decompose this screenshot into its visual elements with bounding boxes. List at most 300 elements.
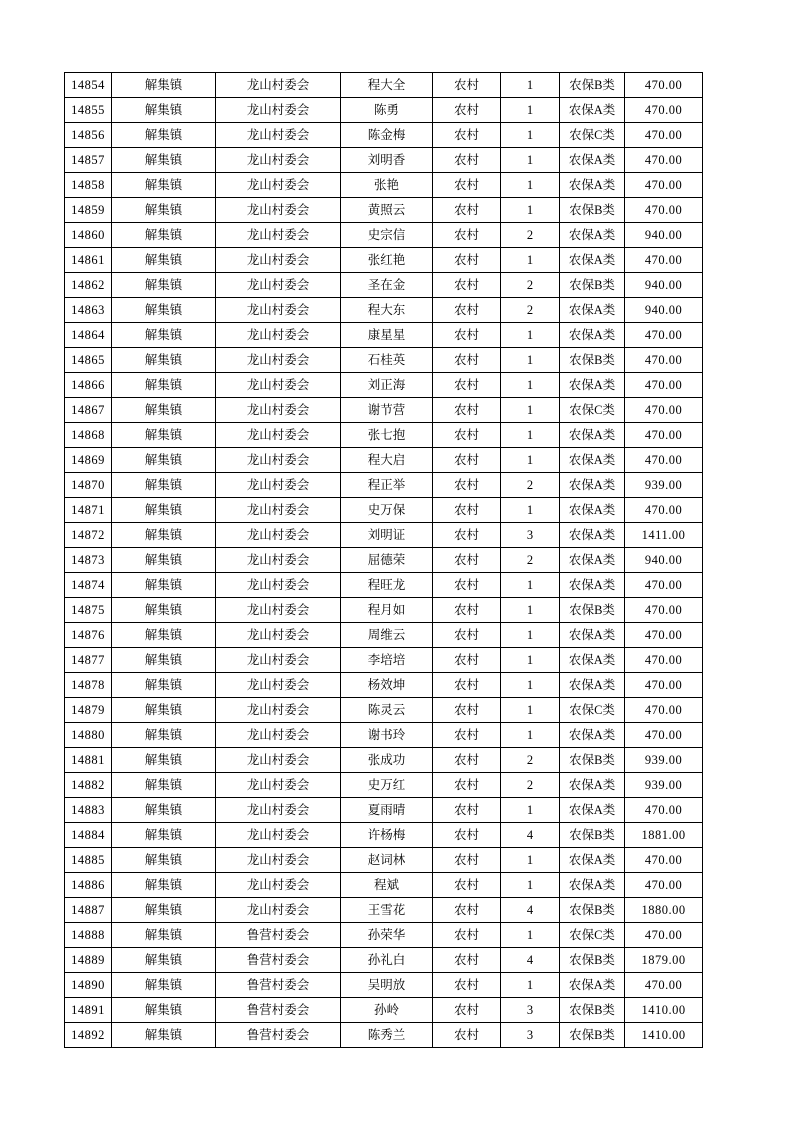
insurance-category-cell: 农保A类 xyxy=(560,498,625,523)
insurance-category-cell: 农保A类 xyxy=(560,298,625,323)
person-count-cell: 1 xyxy=(501,198,560,223)
person-count-cell: 1 xyxy=(501,698,560,723)
table-row xyxy=(65,548,703,573)
insurance-category-cell: 农保A类 xyxy=(560,623,625,648)
record-id-cell: 14889 xyxy=(65,948,112,973)
insurance-category-cell: 农保A类 xyxy=(560,873,625,898)
amount-cell: 1410.00 xyxy=(625,998,703,1023)
person-count-cell: 1 xyxy=(501,248,560,273)
amount-cell: 939.00 xyxy=(625,473,703,498)
amount-cell: 470.00 xyxy=(625,323,703,348)
residence-type-cell: 农村 xyxy=(433,923,501,948)
residence-type-cell: 农村 xyxy=(433,523,501,548)
person-count-cell: 1 xyxy=(501,673,560,698)
record-id-cell: 14857 xyxy=(65,148,112,173)
residence-type-cell: 农村 xyxy=(433,448,501,473)
record-id-cell: 14860 xyxy=(65,223,112,248)
person-count-cell: 1 xyxy=(501,498,560,523)
residence-type-cell: 农村 xyxy=(433,473,501,498)
village-committee-cell: 龙山村委会 xyxy=(216,398,341,423)
record-id-cell: 14870 xyxy=(65,473,112,498)
table-row xyxy=(65,373,703,398)
person-count-cell: 1 xyxy=(501,873,560,898)
residence-type-cell: 农村 xyxy=(433,848,501,873)
village-committee-cell: 龙山村委会 xyxy=(216,173,341,198)
insurance-category-cell: 农保B类 xyxy=(560,348,625,373)
person-count-cell: 2 xyxy=(501,223,560,248)
insurance-category-cell: 农保A类 xyxy=(560,223,625,248)
insurance-category-cell: 农保C类 xyxy=(560,923,625,948)
insurance-category-cell: 农保C类 xyxy=(560,398,625,423)
amount-cell: 470.00 xyxy=(625,148,703,173)
record-id-cell: 14874 xyxy=(65,573,112,598)
town-cell: 解集镇 xyxy=(112,523,216,548)
insurance-category-cell: 农保A类 xyxy=(560,673,625,698)
person-name-cell: 陈秀兰 xyxy=(341,1023,433,1048)
person-name-cell: 张艳 xyxy=(341,173,433,198)
insurance-category-cell: 农保A类 xyxy=(560,148,625,173)
residence-type-cell: 农村 xyxy=(433,1023,501,1048)
table-row xyxy=(65,723,703,748)
village-committee-cell: 龙山村委会 xyxy=(216,448,341,473)
person-count-cell: 2 xyxy=(501,298,560,323)
amount-cell: 470.00 xyxy=(625,673,703,698)
village-committee-cell: 龙山村委会 xyxy=(216,798,341,823)
residence-type-cell: 农村 xyxy=(433,148,501,173)
town-cell: 解集镇 xyxy=(112,698,216,723)
residence-type-cell: 农村 xyxy=(433,498,501,523)
residence-type-cell: 农村 xyxy=(433,998,501,1023)
record-id-cell: 14856 xyxy=(65,123,112,148)
insurance-category-cell: 农保A类 xyxy=(560,973,625,998)
insurance-category-cell: 农保A类 xyxy=(560,323,625,348)
person-count-cell: 1 xyxy=(501,73,560,98)
amount-cell: 470.00 xyxy=(625,173,703,198)
insurance-category-cell: 农保A类 xyxy=(560,448,625,473)
village-committee-cell: 龙山村委会 xyxy=(216,748,341,773)
person-count-cell: 1 xyxy=(501,798,560,823)
village-committee-cell: 龙山村委会 xyxy=(216,673,341,698)
person-count-cell: 1 xyxy=(501,423,560,448)
person-count-cell: 1 xyxy=(501,573,560,598)
person-count-cell: 4 xyxy=(501,948,560,973)
residence-type-cell: 农村 xyxy=(433,373,501,398)
town-cell: 解集镇 xyxy=(112,723,216,748)
amount-cell: 470.00 xyxy=(625,973,703,998)
residence-type-cell: 农村 xyxy=(433,248,501,273)
table-row xyxy=(65,873,703,898)
village-committee-cell: 龙山村委会 xyxy=(216,623,341,648)
town-cell: 解集镇 xyxy=(112,923,216,948)
amount-cell: 470.00 xyxy=(625,848,703,873)
record-id-cell: 14859 xyxy=(65,198,112,223)
village-committee-cell: 龙山村委会 xyxy=(216,773,341,798)
insurance-category-cell: 农保B类 xyxy=(560,998,625,1023)
person-name-cell: 圣在金 xyxy=(341,273,433,298)
table-row xyxy=(65,823,703,848)
record-id-cell: 14886 xyxy=(65,873,112,898)
village-committee-cell: 龙山村委会 xyxy=(216,823,341,848)
insurance-category-cell: 农保A类 xyxy=(560,248,625,273)
person-count-cell: 1 xyxy=(501,173,560,198)
table-row xyxy=(65,448,703,473)
table-row xyxy=(65,773,703,798)
table-row xyxy=(65,323,703,348)
person-name-cell: 许杨梅 xyxy=(341,823,433,848)
insurance-category-cell: 农保B类 xyxy=(560,198,625,223)
person-name-cell: 孙荣华 xyxy=(341,923,433,948)
insurance-category-cell: 农保B类 xyxy=(560,823,625,848)
record-id-cell: 14891 xyxy=(65,998,112,1023)
village-committee-cell: 龙山村委会 xyxy=(216,573,341,598)
amount-cell: 939.00 xyxy=(625,773,703,798)
residence-type-cell: 农村 xyxy=(433,623,501,648)
person-name-cell: 王雪花 xyxy=(341,898,433,923)
person-name-cell: 孙岭 xyxy=(341,998,433,1023)
person-name-cell: 陈灵云 xyxy=(341,698,433,723)
person-count-cell: 2 xyxy=(501,773,560,798)
amount-cell: 470.00 xyxy=(625,598,703,623)
village-committee-cell: 龙山村委会 xyxy=(216,373,341,398)
person-count-cell: 3 xyxy=(501,1023,560,1048)
town-cell: 解集镇 xyxy=(112,73,216,98)
residence-type-cell: 农村 xyxy=(433,948,501,973)
village-committee-cell: 龙山村委会 xyxy=(216,548,341,573)
table-row xyxy=(65,598,703,623)
person-count-cell: 1 xyxy=(501,648,560,673)
insurance-category-cell: 农保A类 xyxy=(560,548,625,573)
table-row xyxy=(65,73,703,98)
amount-cell: 470.00 xyxy=(625,648,703,673)
residence-type-cell: 农村 xyxy=(433,98,501,123)
person-name-cell: 赵词林 xyxy=(341,848,433,873)
person-count-cell: 1 xyxy=(501,348,560,373)
amount-cell: 1879.00 xyxy=(625,948,703,973)
town-cell: 解集镇 xyxy=(112,98,216,123)
insurance-category-cell: 农保A类 xyxy=(560,373,625,398)
table-row xyxy=(65,348,703,373)
residence-type-cell: 农村 xyxy=(433,123,501,148)
person-name-cell: 程斌 xyxy=(341,873,433,898)
person-name-cell: 谢书玲 xyxy=(341,723,433,748)
record-id-cell: 14873 xyxy=(65,548,112,573)
amount-cell: 939.00 xyxy=(625,748,703,773)
town-cell: 解集镇 xyxy=(112,273,216,298)
person-count-cell: 1 xyxy=(501,148,560,173)
amount-cell: 470.00 xyxy=(625,423,703,448)
residence-type-cell: 农村 xyxy=(433,398,501,423)
record-id-cell: 14882 xyxy=(65,773,112,798)
village-committee-cell: 龙山村委会 xyxy=(216,198,341,223)
village-committee-cell: 龙山村委会 xyxy=(216,73,341,98)
residence-type-cell: 农村 xyxy=(433,823,501,848)
amount-cell: 470.00 xyxy=(625,348,703,373)
town-cell: 解集镇 xyxy=(112,648,216,673)
person-name-cell: 刘明香 xyxy=(341,148,433,173)
person-name-cell: 程月如 xyxy=(341,598,433,623)
residence-type-cell: 农村 xyxy=(433,548,501,573)
record-id-cell: 14865 xyxy=(65,348,112,373)
village-committee-cell: 龙山村委会 xyxy=(216,298,341,323)
residence-type-cell: 农村 xyxy=(433,748,501,773)
town-cell: 解集镇 xyxy=(112,148,216,173)
record-id-cell: 14880 xyxy=(65,723,112,748)
town-cell: 解集镇 xyxy=(112,298,216,323)
person-count-cell: 1 xyxy=(501,323,560,348)
town-cell: 解集镇 xyxy=(112,173,216,198)
person-count-cell: 1 xyxy=(501,398,560,423)
amount-cell: 470.00 xyxy=(625,123,703,148)
table-row xyxy=(65,473,703,498)
town-cell: 解集镇 xyxy=(112,998,216,1023)
town-cell: 解集镇 xyxy=(112,398,216,423)
person-name-cell: 夏雨晴 xyxy=(341,798,433,823)
person-name-cell: 史万红 xyxy=(341,773,433,798)
person-count-cell: 1 xyxy=(501,848,560,873)
table-row xyxy=(65,148,703,173)
person-name-cell: 屈德荣 xyxy=(341,548,433,573)
village-committee-cell: 龙山村委会 xyxy=(216,698,341,723)
town-cell: 解集镇 xyxy=(112,123,216,148)
amount-cell: 470.00 xyxy=(625,398,703,423)
village-committee-cell: 鲁营村委会 xyxy=(216,973,341,998)
amount-cell: 1411.00 xyxy=(625,523,703,548)
insurance-category-cell: 农保A类 xyxy=(560,648,625,673)
person-count-cell: 4 xyxy=(501,898,560,923)
village-committee-cell: 龙山村委会 xyxy=(216,473,341,498)
village-committee-cell: 龙山村委会 xyxy=(216,848,341,873)
person-name-cell: 张七抱 xyxy=(341,423,433,448)
residence-type-cell: 农村 xyxy=(433,573,501,598)
record-id-cell: 14884 xyxy=(65,823,112,848)
amount-cell: 470.00 xyxy=(625,373,703,398)
person-name-cell: 孙礼白 xyxy=(341,948,433,973)
person-name-cell: 程正举 xyxy=(341,473,433,498)
town-cell: 解集镇 xyxy=(112,573,216,598)
table-row xyxy=(65,973,703,998)
residence-type-cell: 农村 xyxy=(433,673,501,698)
village-committee-cell: 龙山村委会 xyxy=(216,723,341,748)
person-name-cell: 周维云 xyxy=(341,623,433,648)
insurance-category-cell: 农保C类 xyxy=(560,123,625,148)
amount-cell: 470.00 xyxy=(625,498,703,523)
person-count-cell: 1 xyxy=(501,923,560,948)
town-cell: 解集镇 xyxy=(112,348,216,373)
person-name-cell: 程大东 xyxy=(341,298,433,323)
record-id-cell: 14864 xyxy=(65,323,112,348)
village-committee-cell: 鲁营村委会 xyxy=(216,1023,341,1048)
amount-cell: 470.00 xyxy=(625,448,703,473)
insurance-category-cell: 农保A类 xyxy=(560,798,625,823)
record-id-cell: 14885 xyxy=(65,848,112,873)
town-cell: 解集镇 xyxy=(112,873,216,898)
amount-cell: 470.00 xyxy=(625,98,703,123)
table-row xyxy=(65,298,703,323)
amount-cell: 470.00 xyxy=(625,73,703,98)
record-id-cell: 14888 xyxy=(65,923,112,948)
person-name-cell: 杨效坤 xyxy=(341,673,433,698)
village-committee-cell: 龙山村委会 xyxy=(216,98,341,123)
person-count-cell: 2 xyxy=(501,748,560,773)
record-id-cell: 14879 xyxy=(65,698,112,723)
village-committee-cell: 龙山村委会 xyxy=(216,223,341,248)
person-count-cell: 2 xyxy=(501,273,560,298)
residence-type-cell: 农村 xyxy=(433,898,501,923)
amount-cell: 940.00 xyxy=(625,298,703,323)
person-name-cell: 程大启 xyxy=(341,448,433,473)
town-cell: 解集镇 xyxy=(112,473,216,498)
record-id-cell: 14875 xyxy=(65,598,112,623)
table-body xyxy=(65,73,703,1048)
residence-type-cell: 农村 xyxy=(433,323,501,348)
insurance-category-cell: 农保B类 xyxy=(560,898,625,923)
person-name-cell: 张红艳 xyxy=(341,248,433,273)
insurance-category-cell: 农保A类 xyxy=(560,473,625,498)
table-row xyxy=(65,423,703,448)
record-id-cell: 14868 xyxy=(65,423,112,448)
table-row xyxy=(65,523,703,548)
record-id-cell: 14890 xyxy=(65,973,112,998)
table-row xyxy=(65,573,703,598)
town-cell: 解集镇 xyxy=(112,323,216,348)
insurance-category-cell: 农保B类 xyxy=(560,1023,625,1048)
residence-type-cell: 农村 xyxy=(433,598,501,623)
village-committee-cell: 龙山村委会 xyxy=(216,598,341,623)
table-row xyxy=(65,223,703,248)
insurance-category-cell: 农保B类 xyxy=(560,748,625,773)
village-committee-cell: 鲁营村委会 xyxy=(216,998,341,1023)
record-id-cell: 14858 xyxy=(65,173,112,198)
person-count-cell: 1 xyxy=(501,598,560,623)
village-committee-cell: 龙山村委会 xyxy=(216,498,341,523)
table-row xyxy=(65,898,703,923)
residence-type-cell: 农村 xyxy=(433,348,501,373)
record-id-cell: 14887 xyxy=(65,898,112,923)
table-row xyxy=(65,673,703,698)
table-row xyxy=(65,173,703,198)
insurance-category-cell: 农保A类 xyxy=(560,723,625,748)
table-row xyxy=(65,123,703,148)
record-id-cell: 14861 xyxy=(65,248,112,273)
village-committee-cell: 龙山村委会 xyxy=(216,123,341,148)
town-cell: 解集镇 xyxy=(112,498,216,523)
town-cell: 解集镇 xyxy=(112,748,216,773)
person-name-cell: 陈勇 xyxy=(341,98,433,123)
village-committee-cell: 龙山村委会 xyxy=(216,873,341,898)
village-committee-cell: 鲁营村委会 xyxy=(216,948,341,973)
person-name-cell: 黄照云 xyxy=(341,198,433,223)
amount-cell: 470.00 xyxy=(625,198,703,223)
amount-cell: 470.00 xyxy=(625,723,703,748)
residence-type-cell: 农村 xyxy=(433,973,501,998)
village-committee-cell: 龙山村委会 xyxy=(216,273,341,298)
person-name-cell: 程旺龙 xyxy=(341,573,433,598)
town-cell: 解集镇 xyxy=(112,598,216,623)
amount-cell: 470.00 xyxy=(625,873,703,898)
person-name-cell: 刘正海 xyxy=(341,373,433,398)
person-count-cell: 1 xyxy=(501,448,560,473)
person-count-cell: 1 xyxy=(501,373,560,398)
residence-type-cell: 农村 xyxy=(433,223,501,248)
insurance-category-cell: 农保B类 xyxy=(560,598,625,623)
person-count-cell: 1 xyxy=(501,723,560,748)
village-committee-cell: 龙山村委会 xyxy=(216,523,341,548)
town-cell: 解集镇 xyxy=(112,198,216,223)
town-cell: 解集镇 xyxy=(112,948,216,973)
record-id-cell: 14867 xyxy=(65,398,112,423)
record-id-cell: 14876 xyxy=(65,623,112,648)
person-name-cell: 康星星 xyxy=(341,323,433,348)
town-cell: 解集镇 xyxy=(112,548,216,573)
table-row xyxy=(65,798,703,823)
record-id-cell: 14871 xyxy=(65,498,112,523)
record-id-cell: 14866 xyxy=(65,373,112,398)
village-committee-cell: 龙山村委会 xyxy=(216,148,341,173)
person-count-cell: 2 xyxy=(501,548,560,573)
town-cell: 解集镇 xyxy=(112,673,216,698)
record-id-cell: 14854 xyxy=(65,73,112,98)
town-cell: 解集镇 xyxy=(112,623,216,648)
residence-type-cell: 农村 xyxy=(433,773,501,798)
insurance-category-cell: 农保A类 xyxy=(560,173,625,198)
insurance-category-cell: 农保A类 xyxy=(560,423,625,448)
insurance-category-cell: 农保B类 xyxy=(560,73,625,98)
town-cell: 解集镇 xyxy=(112,773,216,798)
residence-type-cell: 农村 xyxy=(433,73,501,98)
record-id-cell: 14862 xyxy=(65,273,112,298)
town-cell: 解集镇 xyxy=(112,373,216,398)
record-id-cell: 14877 xyxy=(65,648,112,673)
person-count-cell: 1 xyxy=(501,123,560,148)
insurance-category-cell: 农保B类 xyxy=(560,948,625,973)
table-row xyxy=(65,98,703,123)
insurance-category-cell: 农保B类 xyxy=(560,273,625,298)
record-id-cell: 14855 xyxy=(65,98,112,123)
table-row xyxy=(65,848,703,873)
town-cell: 解集镇 xyxy=(112,448,216,473)
town-cell: 解集镇 xyxy=(112,423,216,448)
table-row xyxy=(65,698,703,723)
person-count-cell: 2 xyxy=(501,473,560,498)
residence-type-cell: 农村 xyxy=(433,648,501,673)
record-id-cell: 14892 xyxy=(65,1023,112,1048)
table-row xyxy=(65,748,703,773)
record-id-cell: 14878 xyxy=(65,673,112,698)
table-row xyxy=(65,498,703,523)
town-cell: 解集镇 xyxy=(112,973,216,998)
benefits-table xyxy=(64,72,703,1048)
town-cell: 解集镇 xyxy=(112,223,216,248)
insurance-category-cell: 农保A类 xyxy=(560,523,625,548)
record-id-cell: 14863 xyxy=(65,298,112,323)
table-row xyxy=(65,198,703,223)
insurance-category-cell: 农保A类 xyxy=(560,773,625,798)
insurance-category-cell: 农保A类 xyxy=(560,848,625,873)
amount-cell: 1881.00 xyxy=(625,823,703,848)
amount-cell: 470.00 xyxy=(625,248,703,273)
person-count-cell: 1 xyxy=(501,623,560,648)
village-committee-cell: 龙山村委会 xyxy=(216,898,341,923)
town-cell: 解集镇 xyxy=(112,1023,216,1048)
residence-type-cell: 农村 xyxy=(433,273,501,298)
amount-cell: 940.00 xyxy=(625,223,703,248)
village-committee-cell: 龙山村委会 xyxy=(216,248,341,273)
amount-cell: 1410.00 xyxy=(625,1023,703,1048)
village-committee-cell: 龙山村委会 xyxy=(216,348,341,373)
residence-type-cell: 农村 xyxy=(433,198,501,223)
insurance-category-cell: 农保A类 xyxy=(560,98,625,123)
residence-type-cell: 农村 xyxy=(433,873,501,898)
